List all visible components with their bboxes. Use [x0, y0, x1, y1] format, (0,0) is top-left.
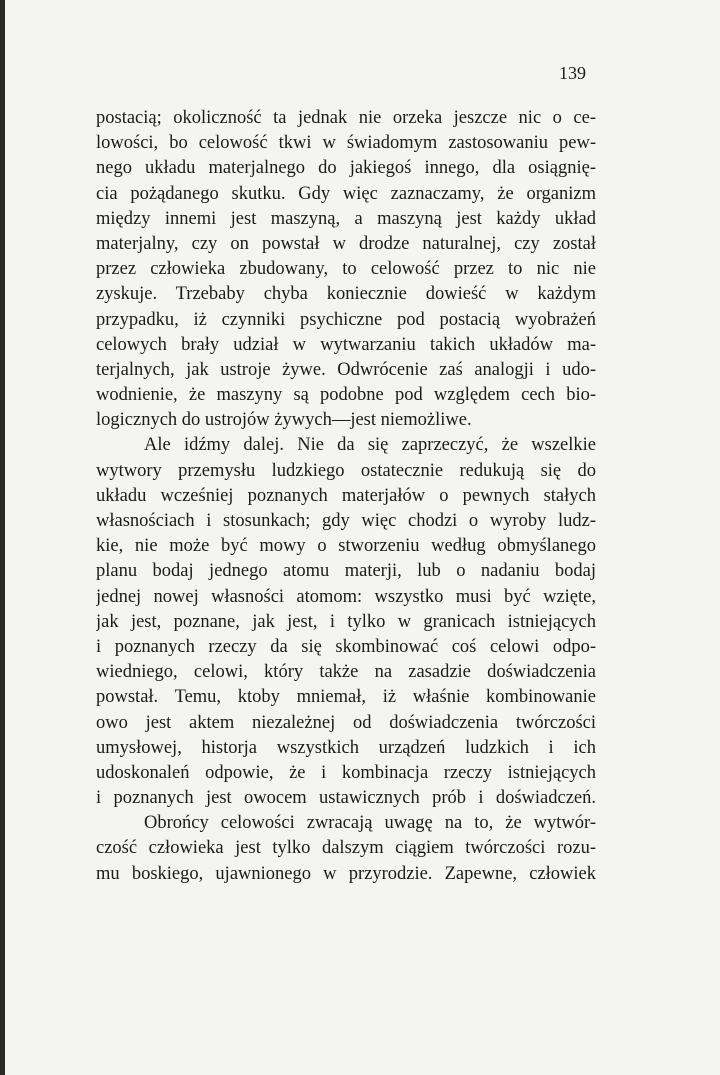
- text-line: udoskonaleń odpowie, że i kombinacja rzeczy istniejących: [96, 762, 596, 783]
- text-line: nego układu materjalnego do jakiegoś innego, dla osiągnię-: [96, 158, 596, 179]
- text-line: owo jest aktem niezależnej od doświadczenia twórczości: [96, 712, 596, 733]
- paragraph-start-line: Obrońcy celowości zwracają uwagę na to, że wytwór-: [144, 813, 596, 834]
- page-number: 139: [559, 63, 586, 83]
- text-line: materjalny, czy on powstał w drodze naturalnej, czy został: [96, 233, 596, 254]
- text-line: jednej nowej własności atomom: wszystko musi być wzięte,: [96, 586, 596, 607]
- text-line: powstał. Temu, ktoby mniemał, iż właśnie kombinowanie: [96, 687, 596, 708]
- page-edge-shadow: [0, 0, 5, 1075]
- text-line: własnościach i stosunkach; gdy więc chodzi o wyroby ludz-: [96, 511, 596, 531]
- text-line: mu boskiego, ujawnionego w przyrodzie. Zapewne, człowiek: [96, 863, 596, 884]
- text-line: między innemi jest maszyną, a maszyną jest każdy układ: [96, 208, 596, 229]
- paragraph-end-line: logicznych do ustrojów żywych—jest niemożliwe.: [96, 410, 472, 431]
- text-line: układu wcześniej poznanych materjałów o pewnych stałych: [96, 485, 596, 506]
- text-line: terjalnych, jak ustroje żywe. Odwrócenie zaś analogji i udo-: [96, 359, 596, 380]
- text-line: jak jest, poznane, jak jest, i tylko w granicach istniejących: [96, 611, 596, 632]
- text-line: przypadku, iż czynniki psychiczne pod postacią wyobrażeń: [96, 309, 596, 330]
- text-line: wytwory przemysłu ludzkiego ostatecznie redukują się do: [96, 460, 596, 481]
- text-line: przez człowieka zbudowany, to celowość przez to nic nie: [96, 259, 596, 280]
- text-line: kie, nie może być mowy o stworzeniu według obmyślanego: [96, 536, 596, 557]
- text-line: planu bodaj jednego atomu materji, lub o nadaniu bodaj: [96, 561, 596, 582]
- paragraph-end-line: i poznanych jest owocem ustawicznych prób i doświadczeń.: [96, 788, 596, 809]
- paragraph-start-line: Ale idźmy dalej. Nie da się zaprzeczyć, że wszelkie: [144, 435, 596, 456]
- text-line: czość człowieka jest tylko dalszym ciągiem twórczości rozu-: [96, 838, 596, 859]
- text-line: lowości, bo celowość tkwi w świadomym zastosowaniu pew-: [96, 133, 596, 154]
- text-line: celowych brały udział w wytwarzaniu takich układów ma-: [96, 334, 596, 355]
- body-text: [96, 106, 596, 887]
- text-line: wodnienie, że maszyny są podobne pod względem cech bio-: [96, 385, 596, 406]
- text-line: postacią; okoliczność ta jednak nie orzeka jeszcze nic o ce-: [96, 108, 596, 128]
- text-line: umysłowej, historja wszystkich urządzeń ludzkich i ich: [96, 737, 596, 758]
- text-line: zyskuje. Trzebaby chyba koniecznie dowieść w każdym: [96, 284, 596, 305]
- text-line: wiedniego, celowi, który także na zasadzie doświadczenia: [96, 662, 596, 683]
- text-line: i poznanych rzeczy da się skombinować coś celowi odpo-: [96, 636, 596, 657]
- text-line: cia pożądanego skutku. Gdy więc zaznaczamy, że organizm: [96, 183, 596, 204]
